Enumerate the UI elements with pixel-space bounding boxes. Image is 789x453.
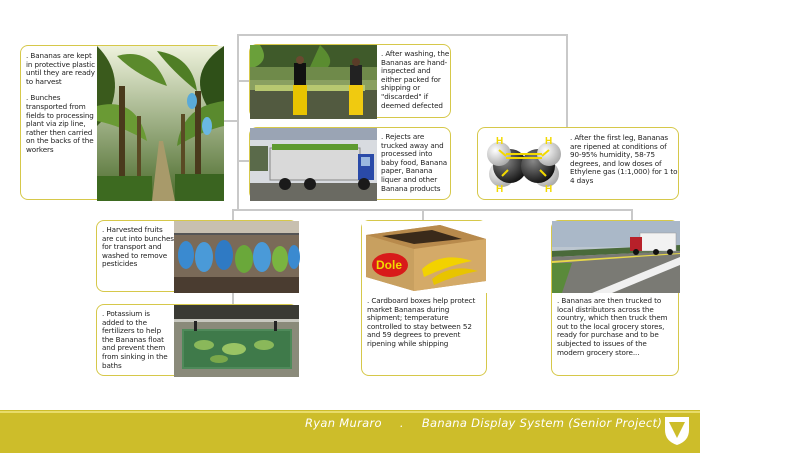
- card-plantation: [20, 45, 223, 200]
- plantation-text-2: . Bunches transported from fields to processing plant via zip line, rather then carried on the backs of the workers: [26, 93, 94, 154]
- plantation-text-1: . Bananas are kept in protective plastic until they are ready to harvest: [26, 51, 95, 86]
- connector-mid: [232, 209, 632, 211]
- card-boxes: [361, 220, 487, 376]
- card-washing: [249, 44, 451, 118]
- rejects-text-1: . Rejects are trucked away and processed into baby food, Banana paper, Banana liquer and other Banana products: [381, 132, 448, 193]
- connector-plantation: [222, 120, 238, 122]
- card-ripening: [477, 127, 679, 200]
- shield-logo-icon: [662, 414, 692, 446]
- footer-credits: [305, 416, 780, 430]
- rejects-photo: [250, 128, 377, 201]
- footer-project: Banana Display System (Senior Project): [421, 416, 663, 430]
- card-washing-text: [381, 50, 451, 118]
- harvest-text-1: . Harvested fruits are cut into bunches for transport and washed to remove pesticides: [102, 225, 174, 269]
- connector-top: [237, 34, 567, 36]
- boxes-text-1: . Cardboard boxes help protect market Bananas during shipment; temperature controlled to stay between 52 and 59 degrees to prevent ripening while shipping: [367, 296, 476, 348]
- potassium-text-1: . Potassium is added to the fertilizers to help the Bananas float and prevent them from sinking in the baths: [102, 309, 168, 370]
- atom-h-3: H: [496, 184, 504, 195]
- dole-brand: Dole: [376, 258, 403, 272]
- atom-h-4: H: [545, 184, 553, 195]
- card-distribution: [551, 220, 679, 376]
- highway-truck-photo: [552, 221, 680, 293]
- washing-photo: [250, 45, 377, 119]
- footer-term: Fall 2008: [702, 416, 758, 430]
- card-rejects: [249, 127, 451, 200]
- ripening-text-1: . After the first leg, Bananas are ripened at conditions of 90-95% humidity, 58-75 degrees, and low doses of Ethylene gas (1:1,000) for 1 to 4 days: [570, 133, 678, 185]
- potassium-photo: [174, 305, 299, 377]
- card-potassium-text: [102, 310, 174, 378]
- connector-trunk: [237, 34, 239, 210]
- card-potassium: [96, 304, 298, 376]
- footer-separator-1: .: [399, 416, 404, 430]
- card-harvest-text: [102, 226, 174, 277]
- card-ripening-text: [570, 134, 678, 194]
- footer-highlight: [0, 411, 700, 413]
- card-harvest: [96, 220, 298, 292]
- footer-author: Ryan Muraro: [305, 416, 382, 430]
- plantation-photo: [97, 46, 224, 201]
- atom-h-1: H: [496, 136, 504, 147]
- distribution-text-1: . Bananas are then trucked to local distributors across the country, which then truck them out to the local grocery stores, ready for purchase and to be subjected to issues of the modern grocery store...: [557, 296, 668, 357]
- card-boxes-text: [367, 297, 483, 357]
- atom-h-2: H: [545, 136, 553, 147]
- ethylene-molecule: [482, 130, 566, 198]
- footer-separator-3: .: [775, 416, 780, 430]
- harvest-photo: [174, 221, 299, 293]
- card-rejects-text: [381, 133, 451, 201]
- banana-box-photo: [362, 221, 488, 293]
- washing-text-1: . After washing, the Bananas are hand-inspected and either packed for shipping or "discarded" if deemed defected: [381, 49, 450, 110]
- connector-right-drop: [566, 34, 568, 134]
- card-plantation-text: [26, 52, 96, 163]
- card-distribution-text: [557, 297, 675, 365]
